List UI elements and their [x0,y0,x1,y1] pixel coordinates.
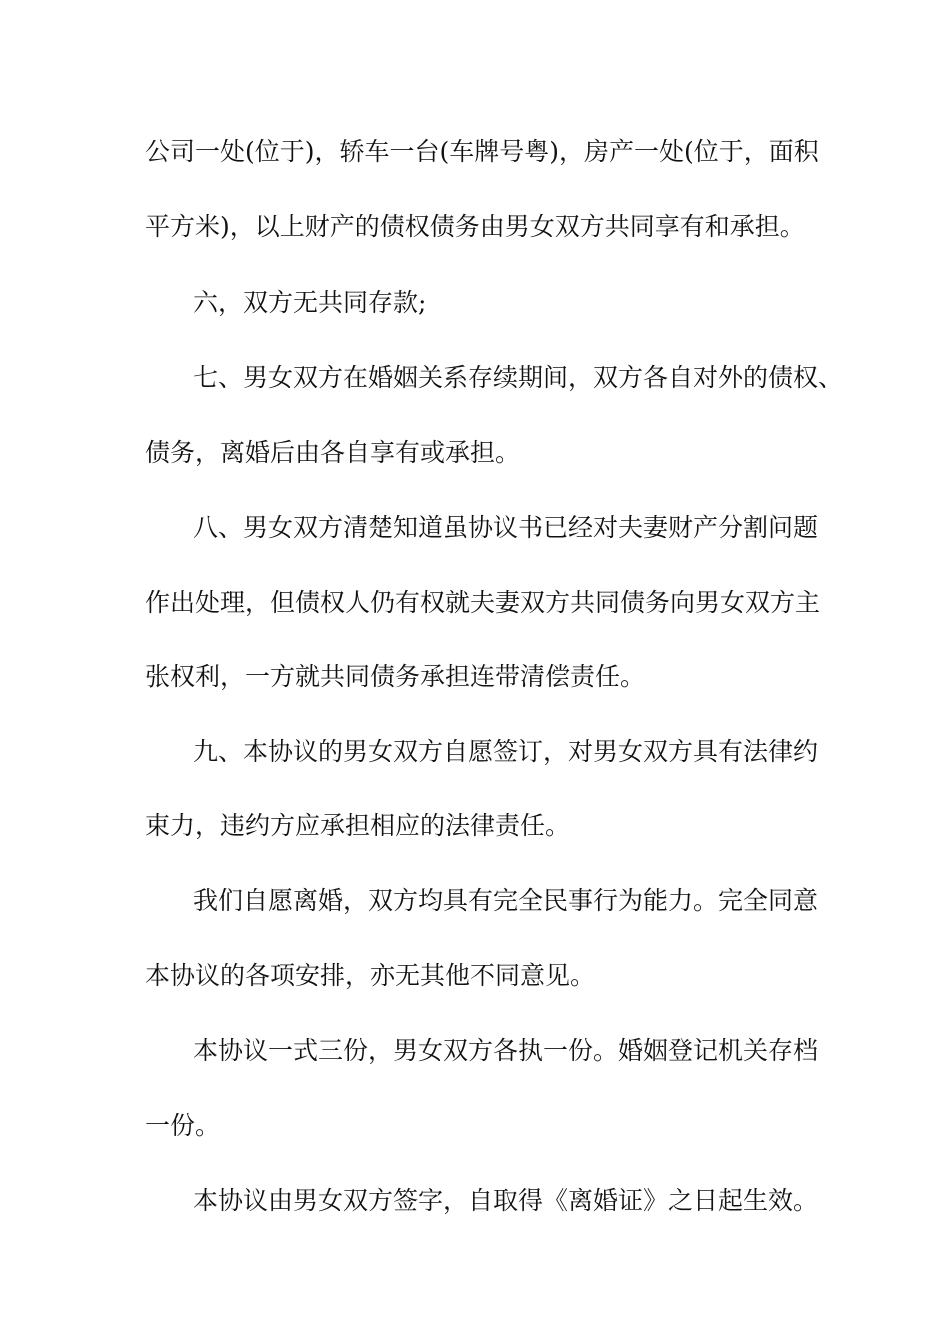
statement-line-1: 我们自愿离婚，双方均具有完全民事行为能力。完全同意 [193,886,819,915]
paragraph-5-line-1: 公司一处(位于)，轿车一台(车牌号粤)，房产一处(位于，面积 [145,137,819,166]
paragraph-8-line-3: 张权利，一方就共同债务承担连带清偿责任。 [145,662,646,691]
paragraph-7-line-1: 七、男女双方在婚姻关系存续期间，双方各自对外的债权、 [193,363,844,392]
statement-line-2: 本协议的各项安排，亦无其他不同意见。 [145,961,596,990]
paragraph-6-line-1: 六，双方无共同存款; [193,288,427,317]
paragraph-8-line-1: 八、男女双方清楚知道虽协议书已经对夫妻财产分割问题 [193,513,819,542]
paragraph-9-line-2: 束力，违约方应承担相应的法律责任。 [145,811,571,840]
paragraph-9-line-1: 九、本协议的男女双方自愿签订，对男女双方具有法律约 [193,737,819,766]
copies-line-1: 本协议一式三份，男女双方各执一份。婚姻登记机关存档 [193,1036,819,1065]
paragraph-8-line-2: 作出处理，但债权人仍有权就夫妻双方共同债务向男女双方主 [145,588,821,617]
paragraph-7-line-2: 债务，离婚后由各自享有或承担。 [145,438,521,467]
copies-line-2: 一份。 [145,1111,221,1140]
paragraph-5-line-2: 平方米)，以上财产的债权债务由男女双方共同享有和承担。 [145,212,805,241]
effective-line: 本协议由男女双方签字，自取得《离婚证》之日起生效。 [193,1186,819,1215]
